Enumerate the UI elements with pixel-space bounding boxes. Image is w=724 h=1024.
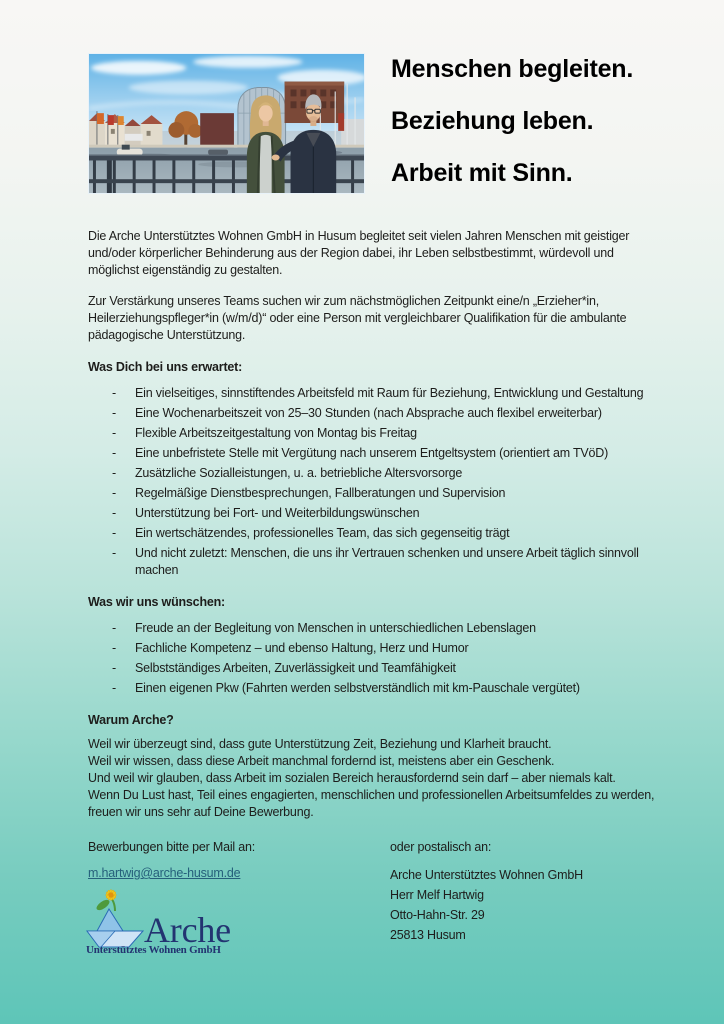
dash-bullet: -: [112, 681, 116, 695]
list-item-text: Eine unbefristete Stelle mit Vergütung nach unserem Entgeltsystem (orientiert am TVöD): [135, 446, 609, 460]
list-item: [112, 525, 658, 542]
body-content: [0, 228, 724, 955]
list-item-text: Flexible Arbeitszeitgestaltung von Montag bis Freitag: [135, 426, 417, 440]
list-item-text: Und nicht zuletzt: Menschen, die uns ihr Vertrauen schenken und unsere Arbeit täglich sinnvoll machen: [135, 546, 639, 577]
why-closing: Wenn Du Lust hast, Teil eines engagierten, menschlichen und professionellen Arbeitsumfeldes zu werden, freuen wir uns sehr auf Deine Bewerbung.: [88, 788, 655, 819]
address-line-company: Arche Unterstütztes Wohnen GmbH: [390, 868, 583, 882]
dash-bullet: -: [112, 641, 116, 655]
list-item: [112, 680, 658, 697]
logo-wordmark: Arche: [144, 910, 231, 950]
dark-building: [200, 113, 234, 148]
list-item-text: Zusätzliche Sozialleistungen, u. a. betriebliche Altersvorsorge: [135, 466, 463, 480]
dash-bullet: -: [112, 466, 116, 480]
logo-tagline: Unterstütztes Wohnen GmbH: [86, 944, 221, 955]
intro-paragraph-1: Die Arche Unterstütztes Wohnen GmbH in Husum begleitet seit vielen Jahren Menschen mit geistiger und/oder körperlicher Behinderung aus der Region dabei, ihr Leben selbstbestimmt, würdevoll und möglichst eigenständig zu gestalten.: [88, 229, 630, 277]
why-heading: Warum Arche?: [88, 713, 174, 727]
list-item: [112, 405, 658, 422]
address-line-street: Otto-Hahn-Str. 29: [390, 908, 485, 922]
headline-line-1: Menschen begleiten.: [391, 55, 634, 83]
woman-figure: [247, 95, 285, 193]
list-item-text: Regelmäßige Dienstbesprechungen, Fallberatungen und Supervision: [135, 486, 506, 500]
why-line-3: Und weil wir glauben, dass Arbeit im sozialen Bereich herausfordernd sein darf – aber niemals kalt.: [88, 771, 616, 785]
list-item-text: Freude an der Begleitung von Menschen in unterschiedlichen Lebenslagen: [135, 621, 536, 635]
header: [0, 0, 724, 194]
contact-section: [88, 839, 658, 955]
list-item: [112, 640, 658, 657]
expect-list: [112, 385, 658, 579]
wish-heading: Was wir uns wünschen:: [88, 595, 226, 609]
dash-bullet: -: [112, 386, 116, 400]
list-item: [112, 505, 658, 522]
dash-bullet: -: [112, 506, 116, 520]
flower-icon: [105, 889, 116, 900]
list-item: [112, 660, 658, 677]
postal-address: [390, 865, 658, 945]
email-link[interactable]: m.hartwig@arche-husum.de: [88, 866, 241, 880]
headline-block: [391, 53, 633, 186]
list-item-text: Selbstständiges Arbeiten, Zuverlässigkeit und Teamfähigkeit: [135, 661, 456, 675]
list-item: [112, 445, 658, 462]
dash-bullet: -: [112, 426, 116, 440]
dash-bullet: -: [112, 446, 116, 460]
list-item: [112, 545, 658, 579]
dash-bullet: -: [112, 546, 116, 560]
list-item: [112, 620, 658, 637]
contact-mail-column: [88, 839, 390, 955]
list-item-text: Unterstützung bei Fort- und Weiterbildungswünschen: [135, 506, 420, 520]
why-section: [88, 736, 658, 821]
list-item-text: Ein vielseitiges, sinnstiftendes Arbeitsfeld mit Raum für Beziehung, Entwicklung und Gestaltung: [135, 386, 644, 400]
list-item-text: Einen eigenen Pkw (Fahrten werden selbstverständlich mit km-Pauschale vergütet): [135, 681, 580, 695]
headline-line-2: Beziehung leben.: [391, 107, 594, 135]
list-item-text: Ein wertschätzendes, professionelles Team, das sich gegenseitig trägt: [135, 526, 510, 540]
dash-bullet: -: [112, 661, 116, 675]
address-line-person: Herr Melf Hartwig: [390, 888, 484, 902]
expect-heading: Was Dich bei uns erwartet:: [88, 360, 243, 374]
dash-bullet: -: [112, 526, 116, 540]
why-line-1: Weil wir überzeugt sind, dass gute Unterstützung Zeit, Beziehung und Klarheit braucht.: [88, 737, 552, 751]
dash-bullet: -: [112, 406, 116, 420]
intro-paragraph-2: Zur Verstärkung unseres Teams suchen wir zum nächstmöglichen Zeitpunkt eine/n „Erzieher*in, Heilerziehungspfleger*in (w/m/d)“ oder eine Person mit vergleichbarer Qualifikation für die ambulante pädagogische Unterstützung.: [88, 294, 627, 342]
list-item: [112, 425, 658, 442]
harbor-photo: [88, 53, 365, 194]
list-item: [112, 385, 658, 402]
address-line-city: 25813 Husum: [390, 928, 466, 942]
list-item: [112, 485, 658, 502]
mail-label: Bewerbungen bitte per Mail an:: [88, 840, 256, 854]
why-line-2: Weil wir wissen, dass diese Arbeit manchmal fordernd ist, meistens aber ein Geschenk.: [88, 754, 555, 768]
list-item-text: Eine Wochenarbeitszeit von 25–30 Stunden (nach Absprache auch flexibel erweiterbar): [135, 406, 602, 420]
headline-line-3: Arbeit mit Sinn.: [391, 159, 573, 187]
list-item: [112, 465, 658, 482]
arche-logo: [85, 889, 390, 955]
wish-list: [112, 620, 658, 697]
dash-bullet: -: [112, 486, 116, 500]
harbor-photo-illustration: [89, 54, 364, 193]
postal-label: oder postalisch an:: [390, 840, 492, 854]
paper-boat-with-flower-icon: [85, 889, 235, 955]
contact-postal-column: [390, 839, 658, 955]
list-item-text: Fachliche Kompetenz – und ebenso Haltung, Herz und Humor: [135, 641, 469, 655]
paper-boat-icon: [87, 909, 143, 947]
dash-bullet: -: [112, 621, 116, 635]
